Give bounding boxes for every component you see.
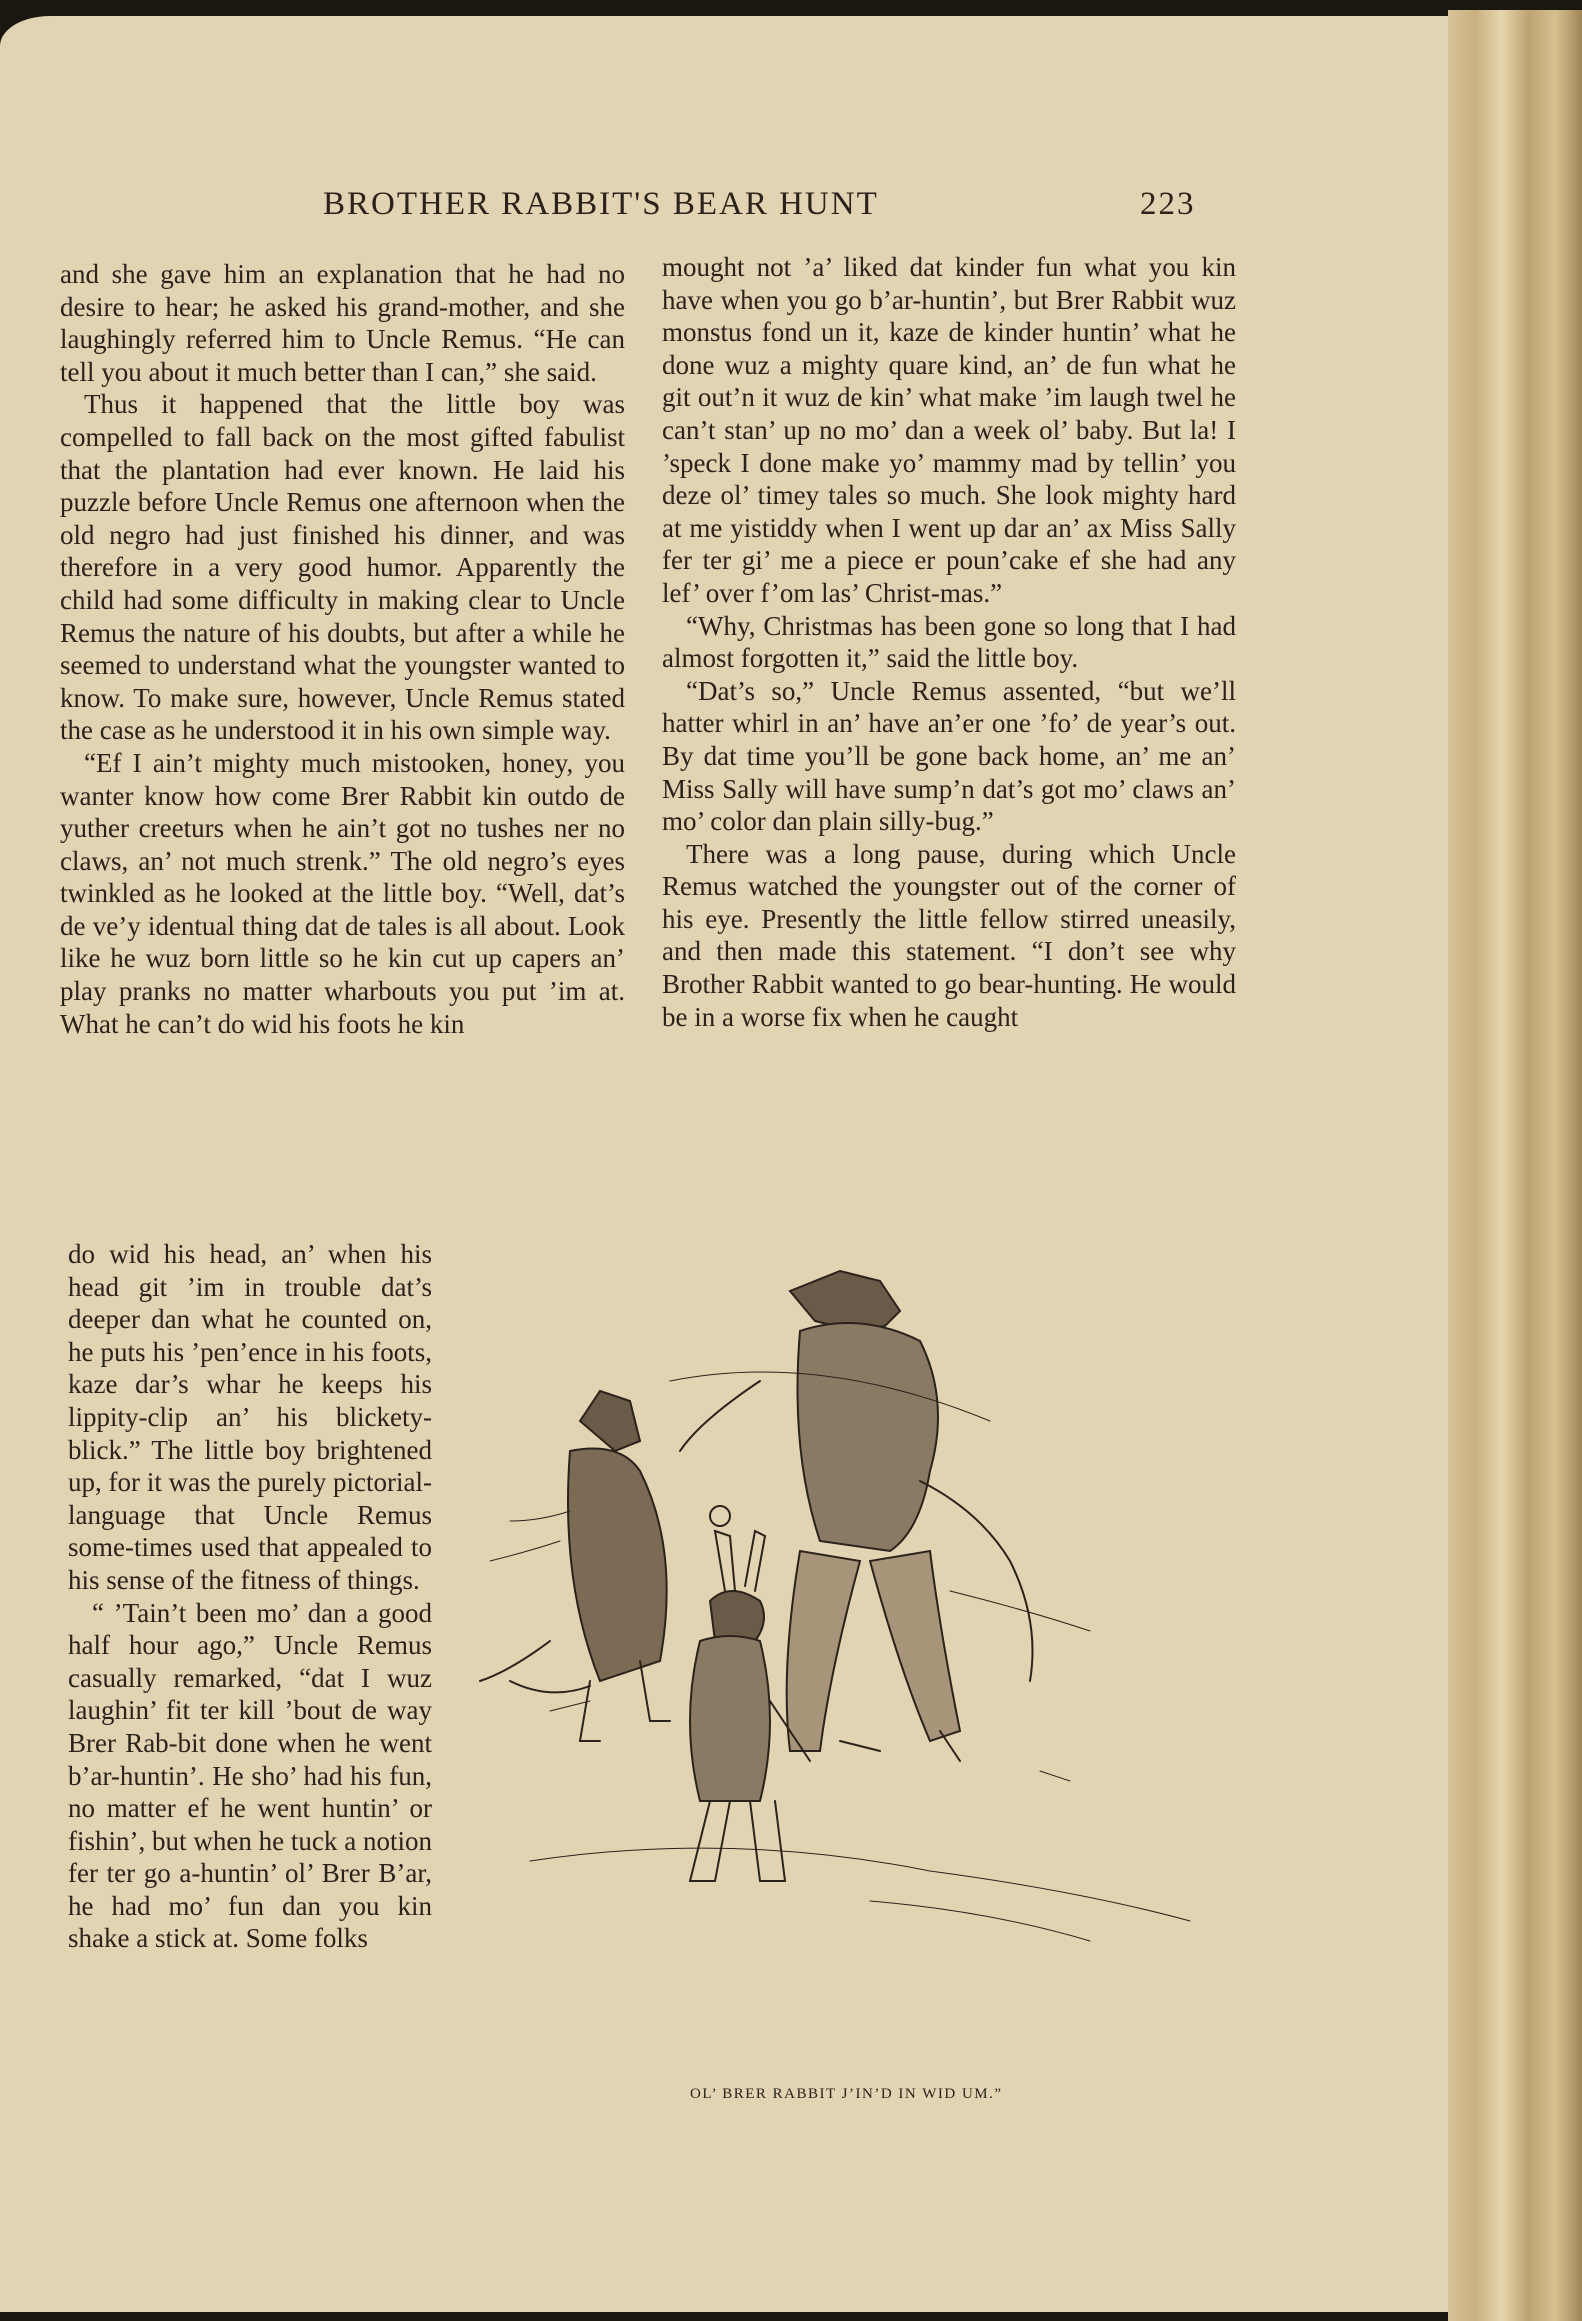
pen-drawing-illustration (470, 1261, 1250, 2041)
paragraph: do wid his head, an’ when his head git ’im in trouble dat’s deeper dan what he counted on, he puts his ’pen’ence in his foots, kaze dar’s whar he keeps his lippity-clip an’ his blickety-blick.” The little boy brightened up, for it was the purely pictorial-language that Uncle Remus some-times used that appealed to his sense of the fitness of things. (68, 1239, 432, 1595)
paragraph: Thus it happened that the little boy was compelled to fall back on the most gifted fabulist that the plantation had ever known. He laid his puzzle before Uncle Remus one afternoon when the old negro had just finished his dinner, and was therefore in a very good humor. Apparently the child had some difficulty in making clear to Uncle Remus the nature of his doubts, but after a while he seemed to understand what the youngster wanted to know. To make sure, however, Uncle Remus stated the case as he understood it in his own simple way. (60, 389, 625, 746)
paragraph: mought not ’a’ liked dat kinder fun what you kin have when you go b’ar-huntin’, but Brer Rabbit wuz monstus fond un it, kaze de kinder huntin’ what he done wuz a mighty quare kind, an’ de fun what he git out’n it wuz de kin’ what make ’im laugh twel he can’t stan’ up no mo’ dan a week ol’ baby. But la! I ’speck I done make yo’ mammy mad by tellin’ you deze ol’ timey tales so much. She look mighty hard at me yistiddy when I went up dar an’ ax Miss Sally fer ter gi’ me a piece er poun’cake ef she had any lef’ over f’om las’ Christ-mas.” (662, 252, 1236, 608)
page-number: 223 (1140, 186, 1196, 222)
paragraph: “Why, Christmas has been gone so long that I had almost forgotten it,” said the little boy. (662, 610, 1236, 674)
paragraph: “Dat’s so,” Uncle Remus assented, “but we’ll hatter whirl in an’ have an’er one ’fo’ de year’s out. By dat time you’ll be gone back home, an’ me an’ Miss Sally will have sump’n dat’s got mo’ claws an’ mo’ color dan plain silly-bug.” (662, 675, 1236, 837)
paragraph: “ ’Tain’t been mo’ dan a good half hour ago,” Uncle Remus casually remarked, “dat I wuz laughin’ fit ter kill ’bout de way Brer Rab-bit done when he went b’ar-huntin’. He sho’ had his fun, no matter ef he went huntin’ or fishin’, but when he tuck a notion fer ter go a-huntin’ ol’ Brer B’ar, he had mo’ fun dan you kin shake a stick at. Some folks (68, 1597, 432, 1954)
right-column (662, 251, 1236, 1033)
illustration-caption: OL’ BRER RABBIT J’IN’D IN WID UM.” (690, 2086, 1003, 2102)
running-head: BROTHER RABBIT'S BEAR HUNT (323, 186, 879, 222)
left-column-narrow (68, 1238, 432, 1955)
page-edge-stack (1448, 10, 1582, 2321)
fox-figure (480, 1391, 670, 1741)
paragraph: There was a long pause, during which Uncle Remus watched the youngster out of the corner of his eye. Presently the little fellow stirred uneasily, and then made this statement. “I don’t see why Brother Rabbit wanted to go bear-hunting. He would be in a worse fix when he caught (662, 838, 1236, 1032)
paragraph: and she gave him an explanation that he had no desire to hear; he asked his grand-mother, and she laughingly referred him to Uncle Remus. “He can tell you about it much better than I can,” she said. (60, 259, 625, 387)
left-column (60, 258, 625, 1040)
paragraph: “Ef I ain’t mighty much mistooken, honey, you wanter know how come Brer Rabbit kin outdo de yuther creeturs when he ain’t got no tushes ner no claws, an’ not much strenk.” The old negro’s eyes twinkled as he looked at the little boy. “Well, dat’s de ve’y identual thing dat de tales is all about. Look like he wuz born little so he kin cut up capers an’ play pranks no matter wharbouts you put ’im at. What he can’t do wid his foots he kin (60, 747, 625, 1039)
book-page (0, 16, 1500, 2312)
